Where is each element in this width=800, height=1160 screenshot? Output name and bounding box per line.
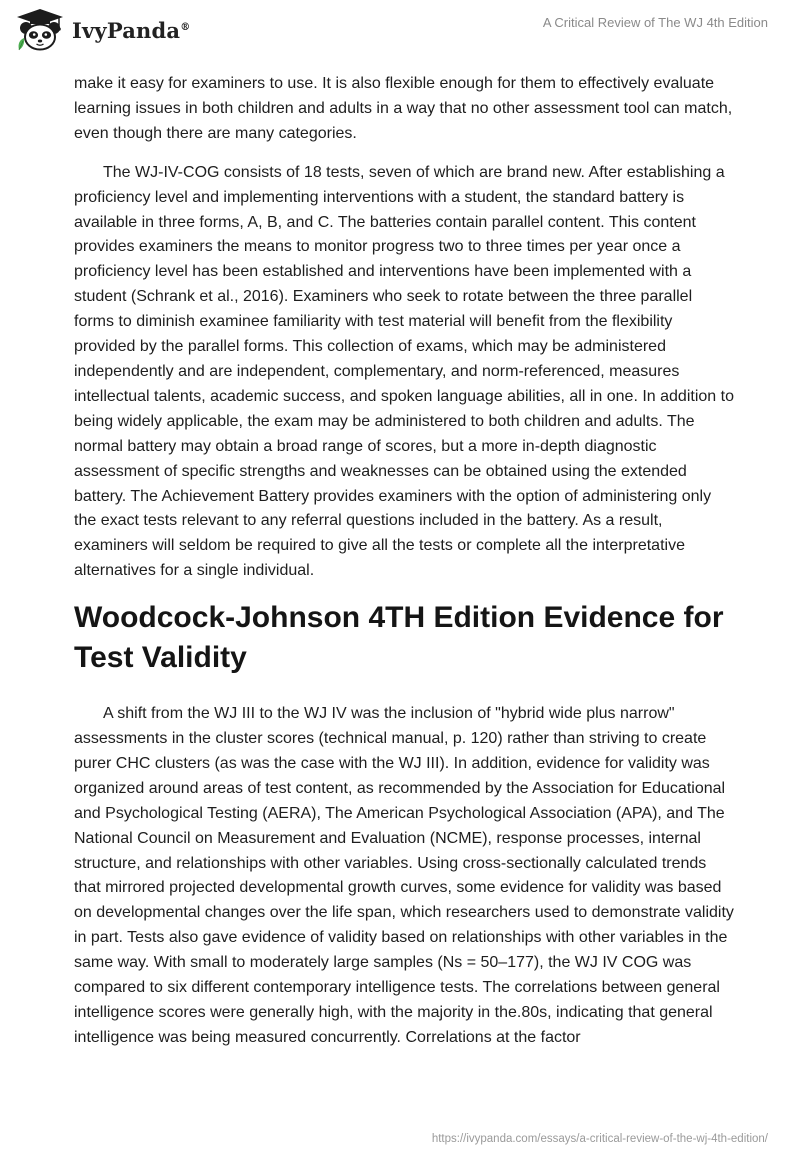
essay-body — [74, 72, 734, 1065]
page-header — [0, 0, 800, 60]
brand-name: IvyPanda® — [72, 17, 191, 43]
source-url[interactable]: https://ivypanda.com/essays/a-critical-review-of-the-wj-4th-edition/ — [431, 1133, 768, 1145]
panda-mascot-icon — [14, 8, 66, 52]
paragraph-continued: make it easy for examiners to use. It is also flexible enough for them to effectively evaluate learning issues in both children and adults in a way that no other assessment tool can match, even though there are many categories. — [74, 75, 733, 142]
paragraph-wj-iv-cog: The WJ-IV-COG consists of 18 tests, seven of which are brand new. After establishing a proficiency level and implementing interventions with a student, the standard battery is available in three forms, A, B, and C. The batteries contain parallel content. This content provides examiners the means to monitor progress two to three times per year once a proficiency level has been established and interventions have been implemented with a student (Schrank et al., 2016). Examiners who seek to rotate between the three parallel forms to diminish examinee familiarity with test material will benefit from the flexibility provided by the parallel forms. This collection of exams, which may be administered independently and are independent, complementary, and norm-referenced, measures intellectual talents, academic success, and spoken language abilities, all in one. In addition to being widely applicable, the exam may be administered to both children and adults. The normal battery may obtain a broad range of scores, but a more in-depth diagnostic assessment of specific strengths and weaknesses can be obtained using the extended battery. The Achievement Battery provides examiners with the option of administering only the exact tests relevant to any referral questions included in the battery. As a result, examiners will seldom be required to give all the tests or complete all the interpretative alternatives for a single individual. — [74, 163, 734, 580]
section-heading-validity: Woodcock-Johnson 4TH Edition Evidence for Test Validity — [74, 601, 724, 675]
document-title: A Critical Review of The WJ 4th Edition — [542, 15, 768, 30]
brand-logo[interactable] — [14, 8, 190, 52]
paragraph-validity: A shift from the WJ III to the WJ IV was the inclusion of "hybrid wide plus narrow" assessments in the cluster scores (technical manual, p. 120) rather than striving to create purer CHC clusters (as was the case with the WJ III). In addition, evidence for validity was organized around areas of test content, as recommended by the Association for Educational and Psychological Testing (AERA), The American Psychological Association (APA), and The National Council on Measurement and Evaluation (NCME), response processes, internal structure, and relationships with other variables. Using cross-sectionally calculated trends that mirrored projected developmental growth curves, some evidence for validity was based on developmental changes over the life span, which researchers used to demonstrate validity in part. Tests also gave evidence of validity based on relationships with other variables in the same way. With small to moderately large samples (Ns = 50–177), the WJ IV COG was compared to six different contemporary intelligence tests. The correlations between general intelligence scores were generally high, with the majority in the.80s, indicating that general intelligence was being measured concurrently. Correlations at the factor — [74, 705, 734, 1046]
